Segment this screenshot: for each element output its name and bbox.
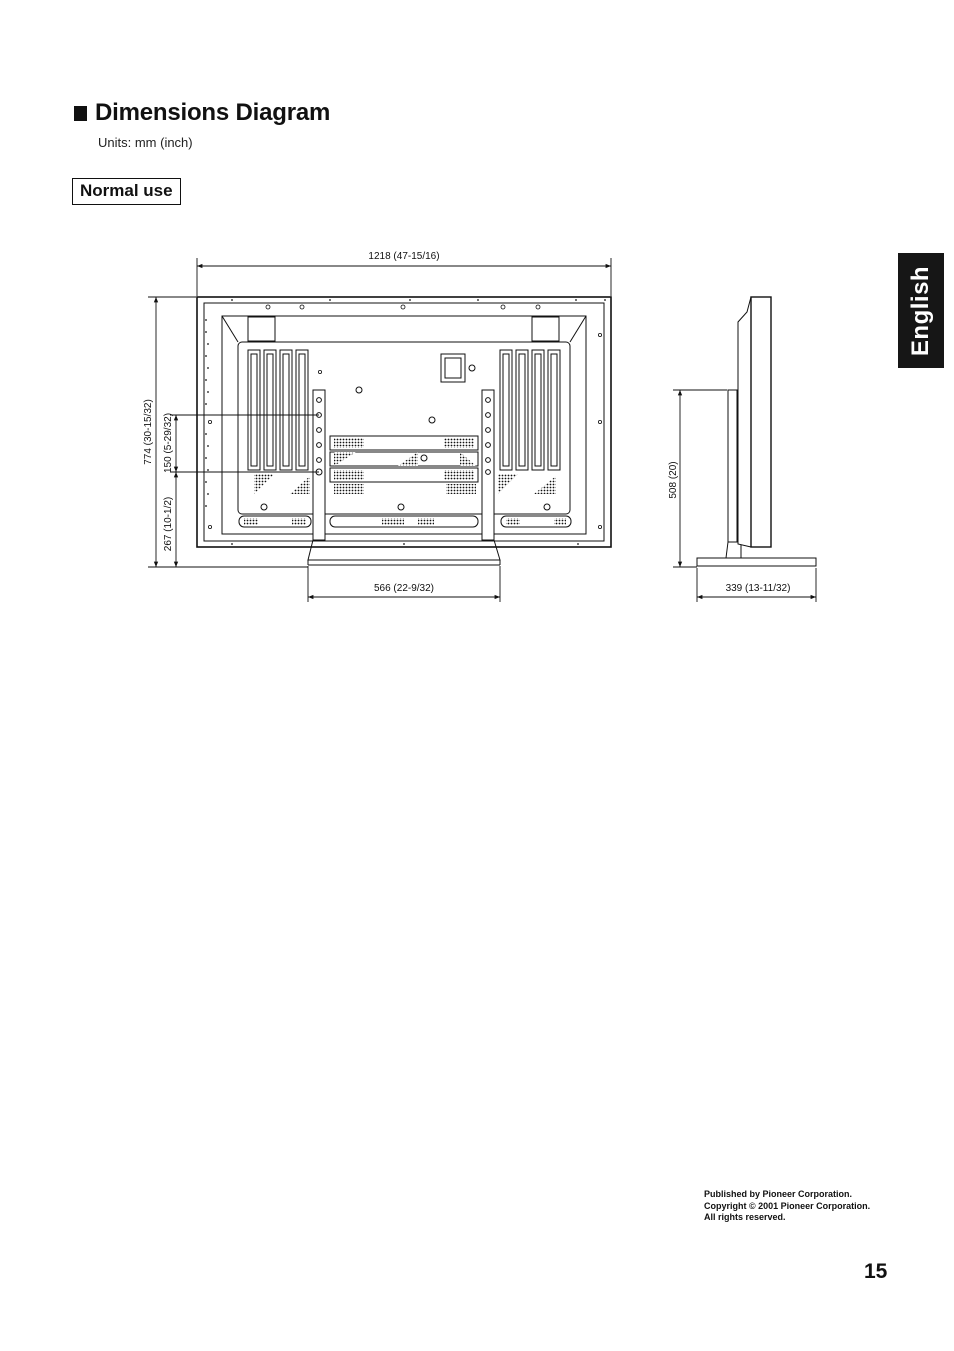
rear-view-drawing [197,297,611,565]
side-view-dimension-lines [673,390,816,602]
page-title: Dimensions Diagram [95,99,331,126]
height-dimension-label: 774 (30-15/32) [143,399,154,465]
bracket-spacing-label: 150 (5-29/32) [163,412,174,474]
section-title: Normal use [72,178,181,205]
footer-line-copyright: Copyright © 2001 Pioneer Corporation. [704,1200,871,1211]
rear-view-dimension-lines [148,258,611,602]
footer-line-publisher: Published by Pioneer Corporation. [704,1189,853,1199]
width-dimension-label: 1218 (47-15/16) [368,251,440,262]
language-tab-label: English [907,265,935,356]
stand-width-label: 566 (22-9/32) [373,583,435,594]
stand-height-label: 508 (20) [668,461,679,499]
page-number: 15 [864,1260,888,1283]
bottom-to-bracket-label: 267 (10-1/2) [163,496,174,552]
footer-line-rights: All rights reserved. [704,1212,786,1222]
side-view-drawing [697,297,816,566]
publisher-notice [704,1189,870,1224]
units-note: Units: mm (inch) [98,135,193,150]
stand-depth-label: 339 (13-11/32) [725,583,791,594]
